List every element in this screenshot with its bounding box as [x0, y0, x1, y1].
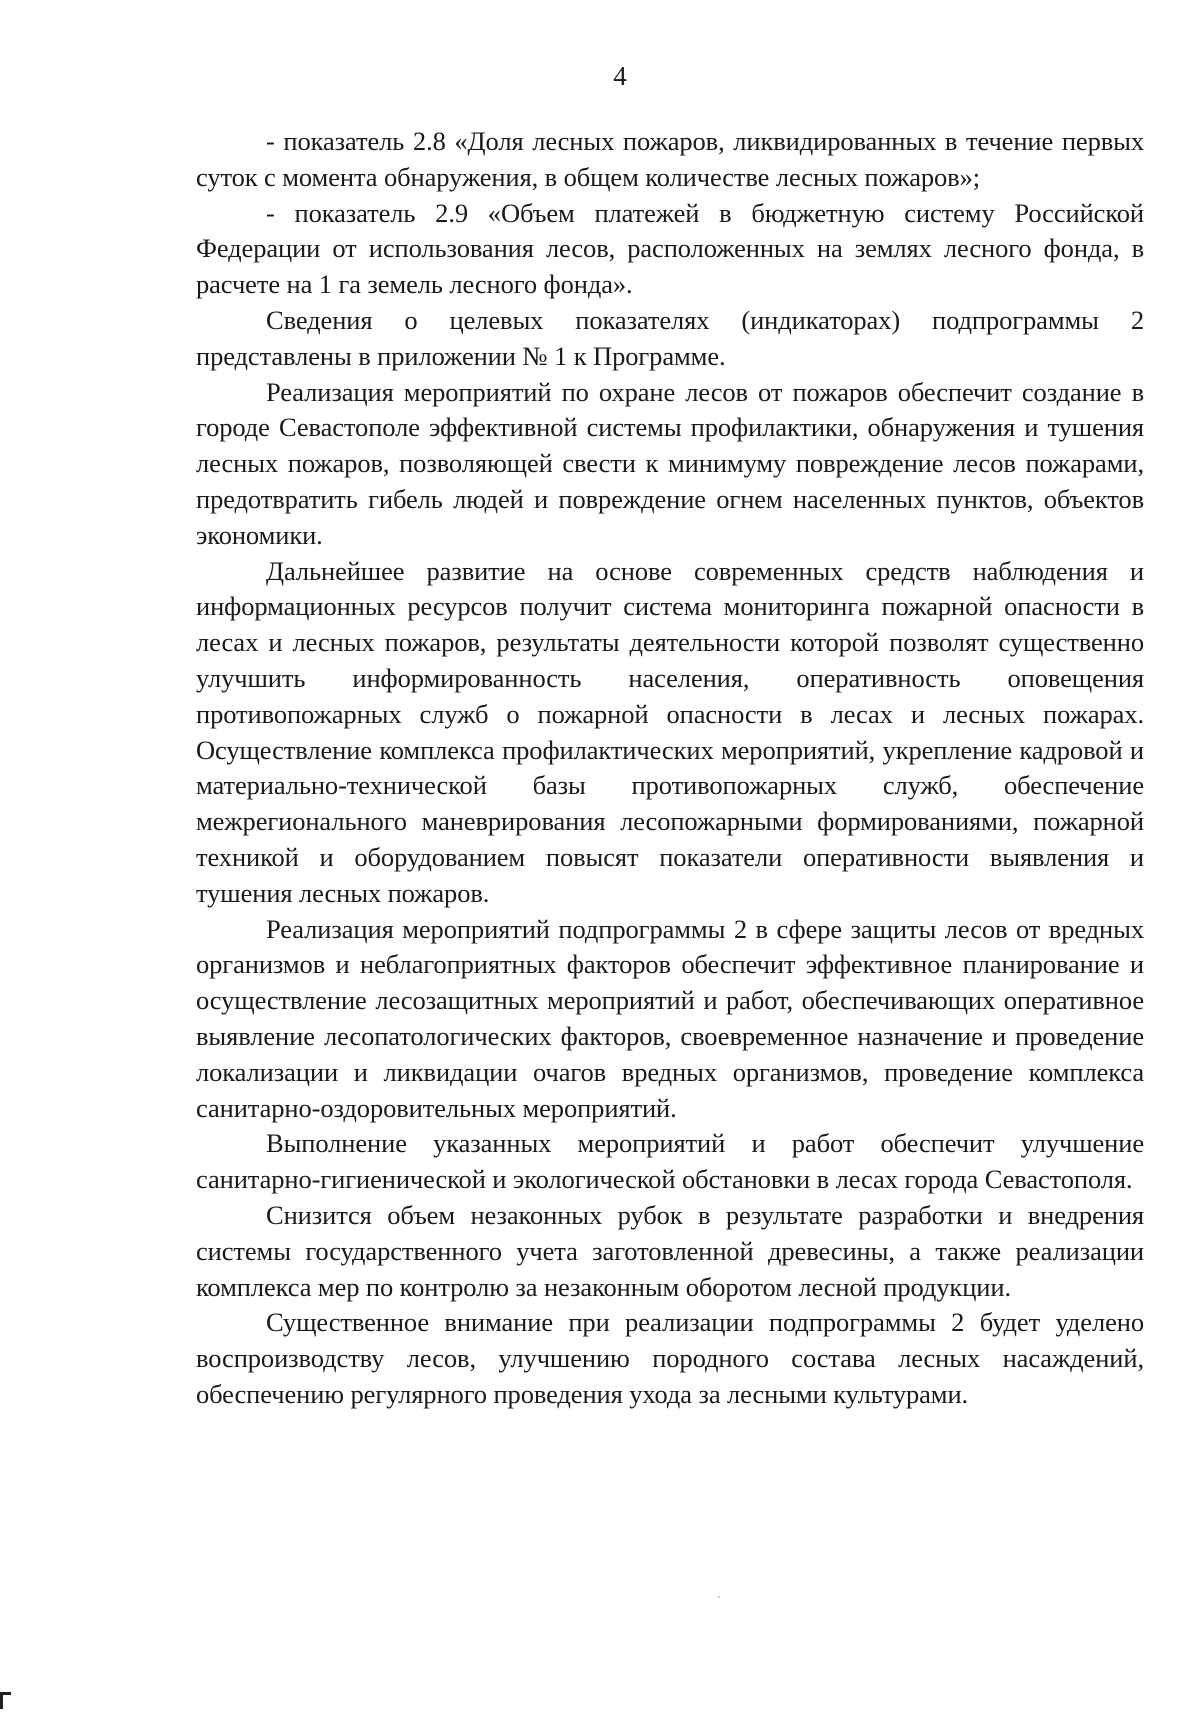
paragraph-monitoring-system: Дальнейшее развитие на основе современных средств наблюдения и информационных ресурсов получит система мониторинга пожарной опасности в лесах и лесных пожаров, результаты деятельности которой позволят существенно улучшить информированность населения, оперативность оповещения противопожарных служб о пожарной опасности в лесах и лесных пожарах. Осуществление комплекса профилактических мероприятий, укрепление кадровой и материально-технической базы противопожарных служб, обеспечение межрегионального маневрирования лесопожарными формированиями, пожарной техникой и оборудованием повысят показатели оперативности выявления и тушения лесных пожаров. [196, 555, 1144, 908]
document-body [196, 124, 1144, 1413]
page-number: 4 [613, 61, 627, 91]
paragraph-reforestation: Существенное внимание при реализации подпрограммы 2 будет уделено воспроизводству лесов, улучшению породного состава лесных насаждений, обеспечению регулярного проведения ухода за лесными культурами. [196, 1307, 1144, 1409]
paragraph-forest-protection: Реализация мероприятий подпрограммы 2 в сфере защиты лесов от вредных организмов и неблагоприятных факторов обеспечит эффективное планирование и осуществление лесозащитных мероприятий и работ, обеспечивающих оперативное выявление лесопатологических факторов, своевременное назначение и проведение локализации и ликвидации очагов вредных организмов, проведение комплекса санитарно-оздоровительных мероприятий. [196, 913, 1144, 1123]
paragraph-indicator-2-8: - показатель 2.8 «Доля лесных пожаров, ликвидированных в течение первых суток с момента обнаружения, в общем количестве лесных пожаров»; [196, 126, 1144, 192]
scan-speck [718, 1596, 720, 1598]
paragraph-target-indicators: Сведения о целевых показателях (индикаторах) подпрограммы 2 представлены в приложении № 1 к Программе. [196, 304, 1144, 371]
paragraph-indicator-2-9: - показатель 2.9 «Объем платежей в бюджетную систему Российской Федерации от использования лесов, расположенных на землях лесного фонда, в расчете на 1 га земель лесного фонда». [196, 197, 1144, 300]
paragraph-sanitary-improvement: Выполнение указанных мероприятий и работ обеспечит улучшение санитарно-гигиенической и экологической обстановки в лесах города Севастополя. [196, 1128, 1144, 1195]
paragraph-fire-protection: Реализация мероприятий по охране лесов от пожаров обеспечит создание в городе Севастополе эффективной системы профилактики, обнаружения и тушения лесных пожаров, позволяющей свести к минимуму повреждение лесов пожарами, предотвратить гибель людей и повреждение огнем населенных пунктов, объектов экономики. [196, 376, 1144, 550]
paragraph-illegal-logging: Снизится объем незаконных рубок в результате разработки и внедрения системы государственного учета заготовленной древесины, а также реализации комплекса мер по контролю за незаконным оборотом лесной продукции. [196, 1199, 1144, 1302]
scan-corner-mark [0, 1692, 11, 1709]
